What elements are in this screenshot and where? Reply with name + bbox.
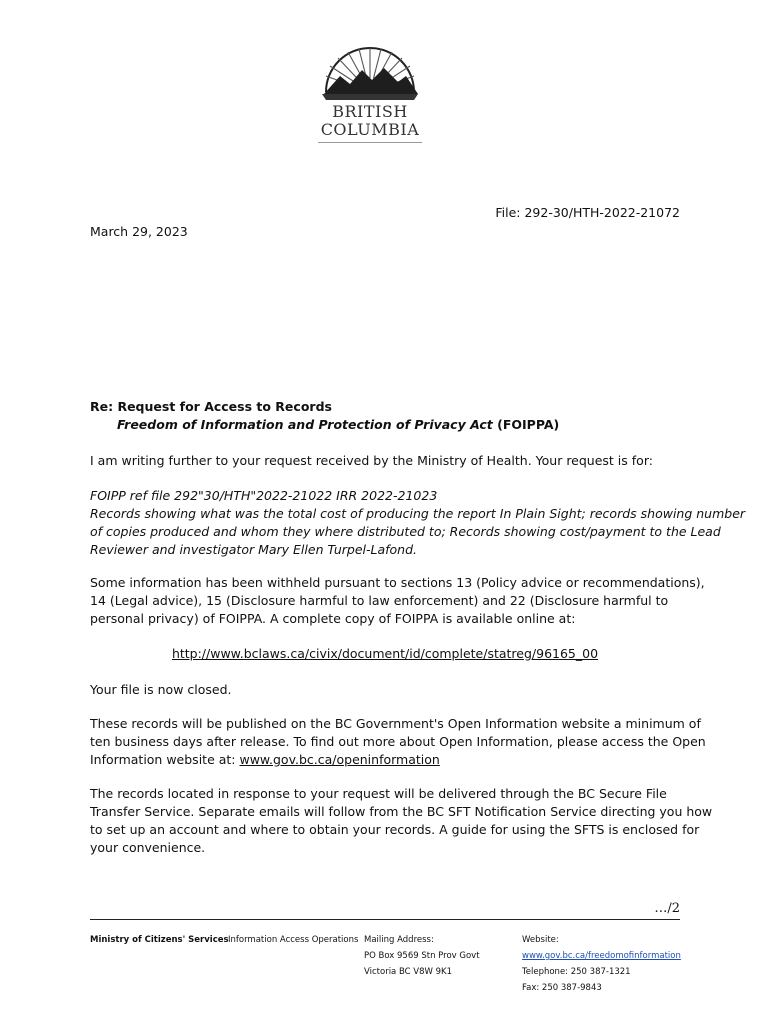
logo-text-british: BRITISH [332,102,408,121]
footer-divider [90,919,680,920]
open-information-line [90,751,690,769]
request-quote-line: Reviewer and investigator Mary Ellen Turpel-Lafond. [90,542,418,557]
footer-ministry: Ministry of Citizens' Services [90,935,229,945]
withheld-line: Some information has been withheld pursuant to sections 13 (Policy advice or recommendations), [90,575,705,590]
telephone: Telephone: 250 387-1321 [522,967,631,977]
sft-line: The records located in response to your request will be delivered through the BC Secure File [90,786,667,801]
foippa-link[interactable]: http://www.bclaws.ca/civix/document/id/complete/statreg/96165_00 [171,646,599,661]
page-number: …/2 [654,901,680,916]
footer-office: Information Access Operations [228,935,359,945]
open-information-line: ten business days after release. To find out more about Open Information, please access the Open [90,734,706,749]
letter-date: March 29, 2023 [90,224,188,239]
request-quote-line: Records showing what was the total cost of producing the report In Plain Sight; records showing number [90,506,746,521]
open-information-prefix: Information website at: [90,752,240,767]
act-reference [117,416,559,434]
request-quote-line: of copies produced and whom they where distributed to; Records showing cost/payment to the Lead [90,524,721,539]
website-label: Website: [522,935,559,945]
sun-mountains-icon [310,44,430,104]
file-reference: File: 292-30/HTH-2022-21072 [495,205,680,220]
website-link[interactable]: www.gov.bc.ca/freedomofinformation [522,951,681,961]
footer-contact [522,932,681,996]
logo-divider [318,142,422,143]
request-quote [90,487,746,559]
open-information-paragraph [90,715,706,769]
bc-government-logo [310,44,430,148]
fax: Fax: 250 387-9843 [522,983,602,993]
act-abbreviation: (FOIPPA) [492,417,560,432]
open-information-line: These records will be published on the BC Government's Open Information website a minimum of [90,716,701,731]
closed-paragraph: Your file is now closed. [90,682,232,697]
sft-line: Transfer Service. Separate emails will follow from the BC SFT Notification Service directing you how [90,804,713,819]
mailing-line: Victoria BC V8W 9K1 [364,967,453,977]
logo-text-columbia: COLUMBIA [320,120,420,139]
footer-mailing-address [364,932,480,980]
mailing-line: PO Box 9569 Stn Prov Govt [364,951,480,961]
sft-paragraph [90,785,713,857]
act-title: Freedom of Information and Protection of Privacy Act [117,417,493,432]
sft-line: your convenience. [90,840,206,855]
intro-paragraph: I am writing further to your request received by the Ministry of Health. Your request is for: [90,453,653,468]
mailing-label: Mailing Address: [364,935,434,945]
request-quote-line: FOIPP ref file 292"30/HTH"2022-21022 IRR 2022-21023 [90,488,438,503]
sft-line: to set up an account and where to obtain your records. A guide for using the SFTS is enclosed for [90,822,700,837]
subject-line: Re: Request for Access to Records [90,399,332,414]
withheld-line: 14 (Legal advice), 15 (Disclosure harmful to law enforcement) and 22 (Disclosure harmful to [90,593,669,608]
open-information-link[interactable]: www.gov.bc.ca/openinformation [239,752,440,767]
withheld-paragraph [90,574,705,628]
withheld-line: personal privacy) of FOIPPA. A complete copy of FOIPPA is available online at: [90,611,576,626]
